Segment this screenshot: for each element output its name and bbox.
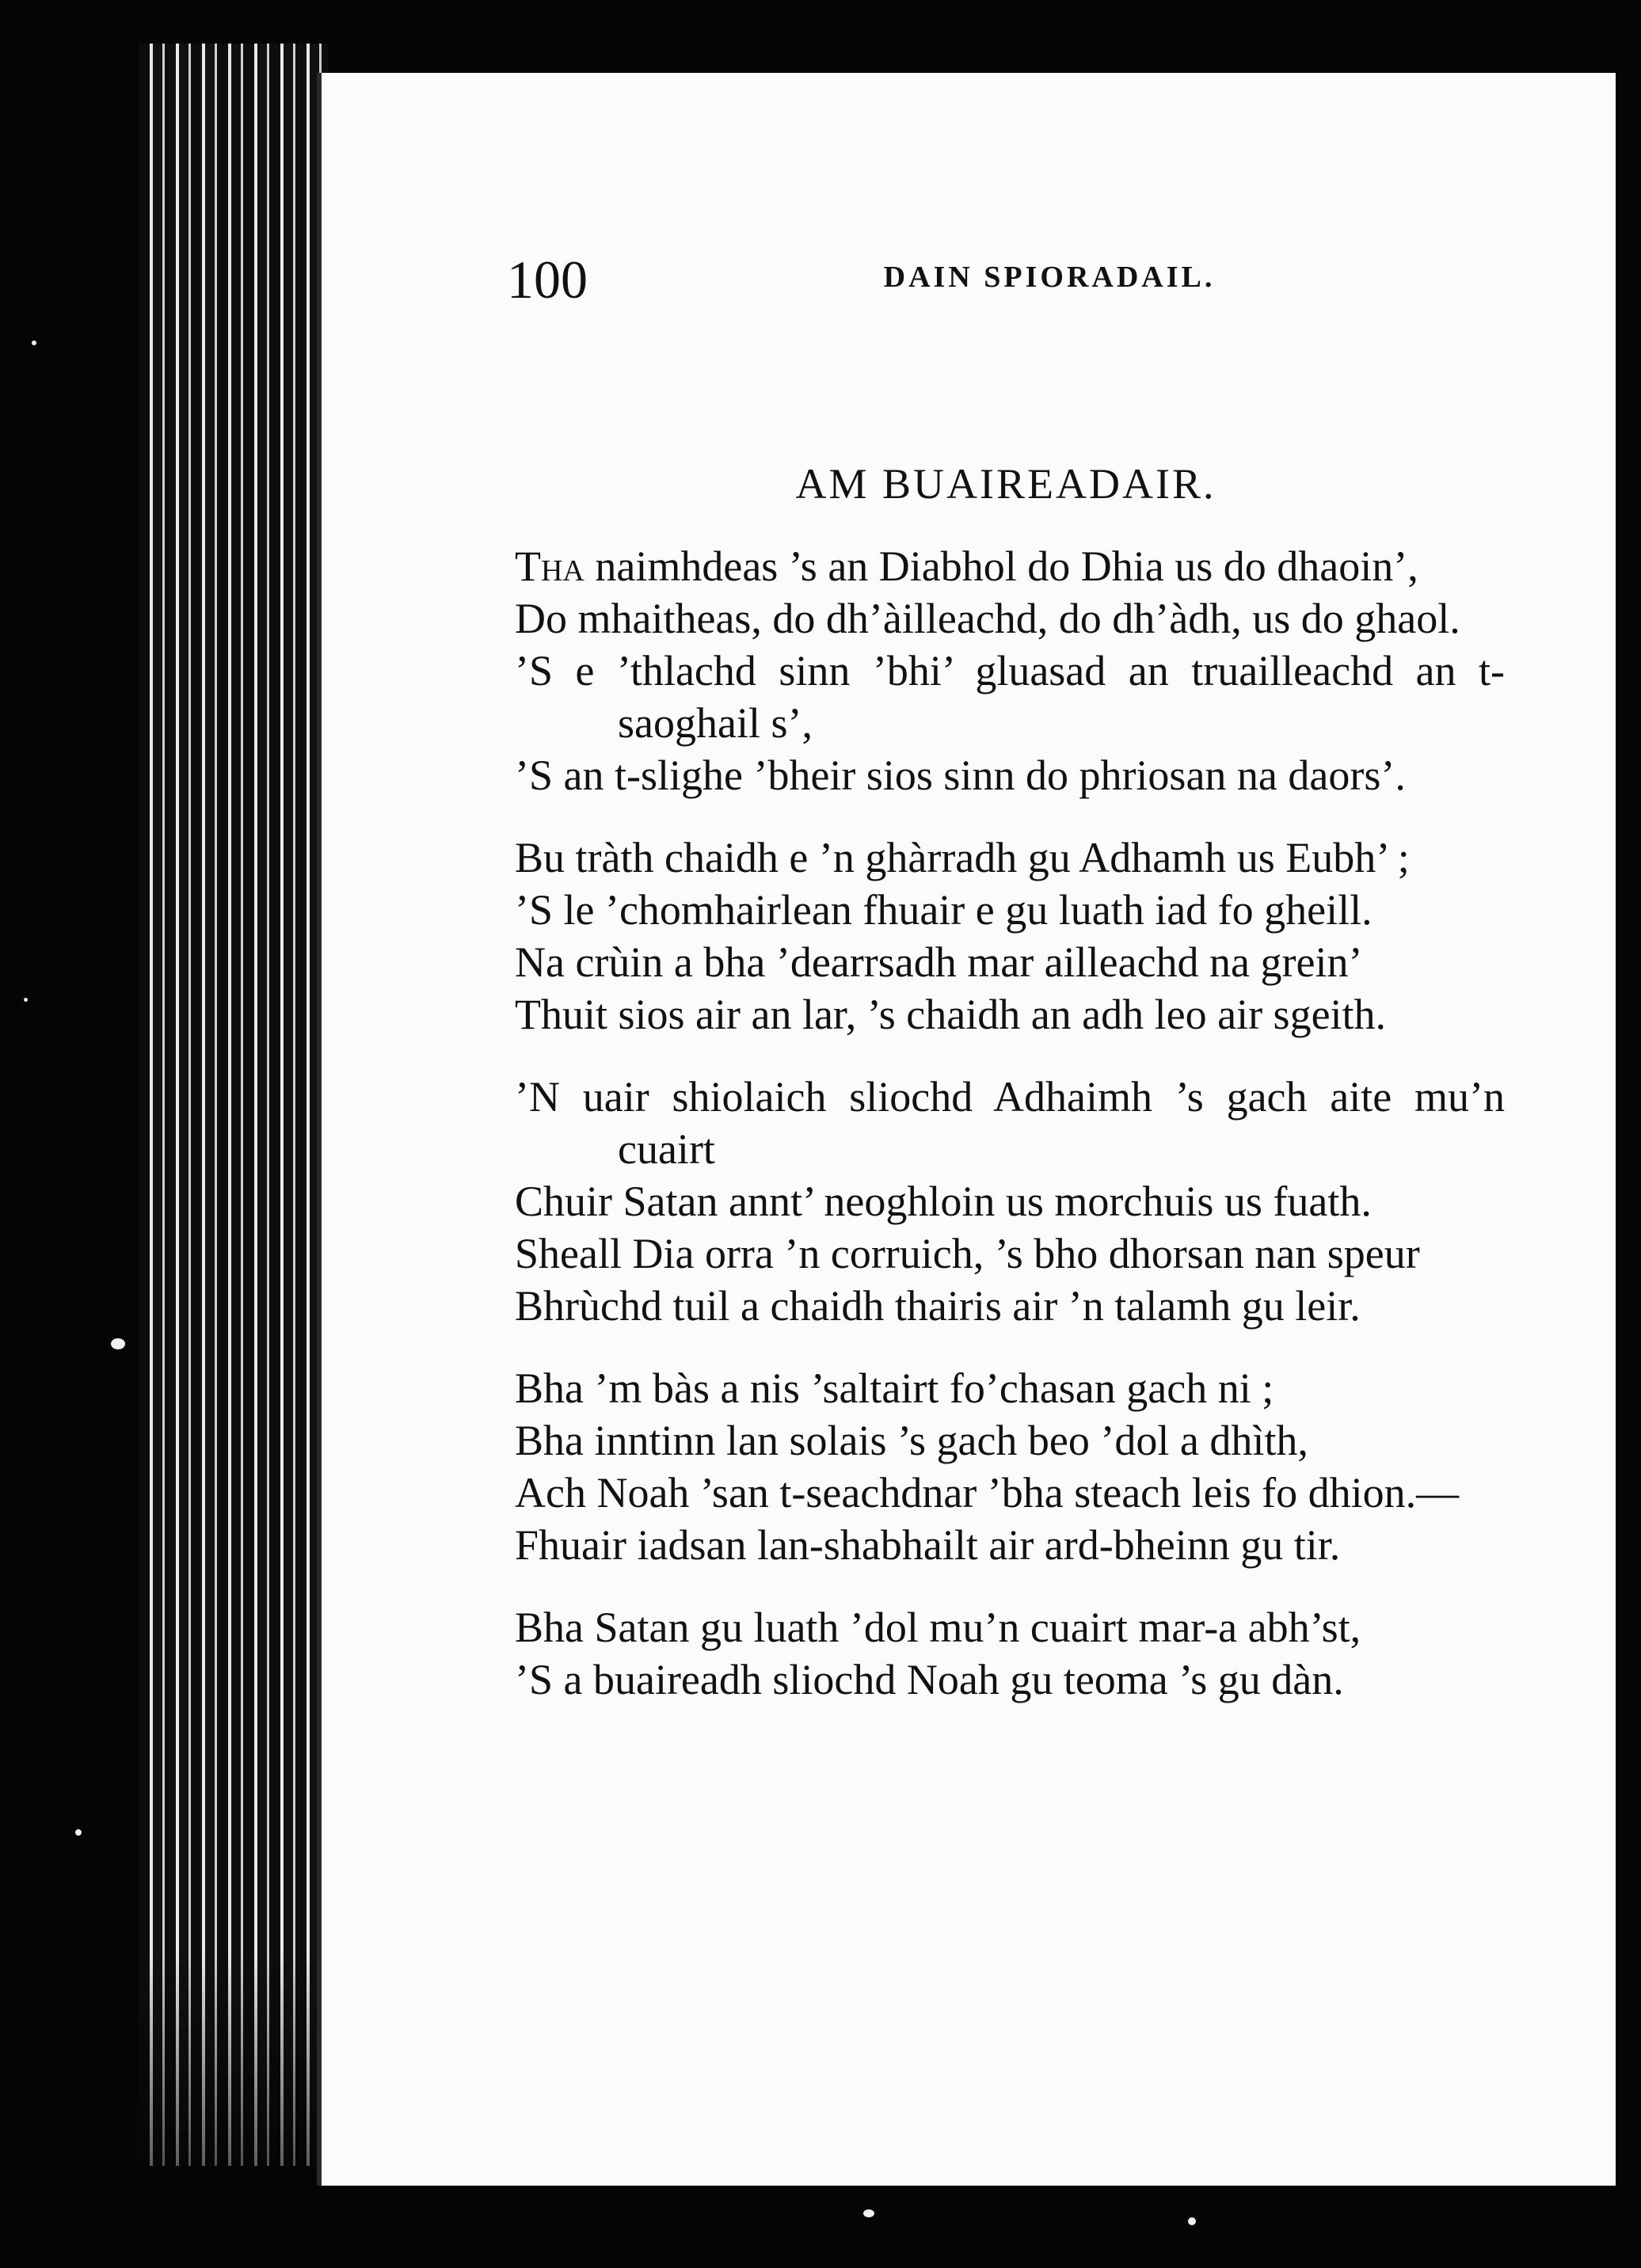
poem-line: Thuit sios air an lar, ’s chaidh an adh leo air sgeith. [515, 991, 1387, 1038]
poem-line: Fhuair iadsan lan-shabhailt air ard-bheinn gu tir. [515, 1521, 1341, 1569]
poem-line: Bha ’m bàs a nis ’saltairt fo’chasan gach ni ; [515, 1364, 1274, 1412]
poem-line: ’S e ’thlachd sinn ’bhi’ gluasad an truailleachd an t-saoghail s’, [515, 647, 1505, 747]
poem-line: Bu tràth chaidh e ’n ghàrradh gu Adhamh us Eubh’ ; [515, 834, 1410, 881]
page-header [507, 249, 1489, 320]
stanza [515, 1362, 1505, 1571]
poem-line: Sheall Dia orra ’n corruich, ’s bho dhorsan nan speur [515, 1230, 1420, 1277]
poem-line: Ach Noah ’san t-seachdnar ’bha steach leis fo dhion.— [515, 1469, 1460, 1516]
poem-title: AM BUAIREADAIR. [795, 460, 1216, 508]
dust-speck [863, 2209, 874, 2217]
poem-line: Chuir Satan annt’ neoghloin us morchuis us fuath. [515, 1178, 1372, 1225]
poem-line: ’S a buaireadh sliochd Noah gu teoma ’s gu dàn. [515, 1656, 1344, 1703]
poem-line: Bha inntinn lan solais ’s gach beo ’dol a dhìth, [515, 1417, 1308, 1464]
opening-word: Tha [515, 542, 584, 590]
stanza [515, 1601, 1505, 1706]
poem-line: Do mhaitheas, do dh’àilleachd, do dh’àdh, us do ghaol. [515, 595, 1460, 642]
dust-speck [1188, 2217, 1196, 2225]
page-number: 100 [507, 249, 588, 310]
stanza [515, 831, 1505, 1041]
book-page [317, 73, 1616, 2186]
poem-line: Na crùin a bha ’dearrsadh mar ailleachd na grein’ [515, 938, 1363, 986]
running-title: DAIN SPIORADAIL. [883, 261, 1216, 294]
dust-speck [32, 341, 36, 345]
page-edges-shadow [139, 44, 329, 2166]
stanza [515, 540, 1505, 801]
stanza [515, 1071, 1505, 1332]
poem-line: ’S an t-slighe ’bheir sios sinn do phriosan na daors’. [515, 752, 1406, 799]
dust-speck [111, 1338, 125, 1349]
poem-line: Bha Satan gu luath ’dol mu’n cuairt mar-a abh’st, [515, 1604, 1361, 1651]
poem-line: ’S le ’chomhairlean fhuair e gu luath iad fo gheill. [515, 886, 1373, 934]
poem-body [515, 540, 1505, 1736]
dust-speck [75, 1829, 82, 1836]
first-line-text: naimhdeas ’s an Diabhol do Dhia us do dhaoin’, [584, 542, 1418, 590]
poem-line: Bhrùchd tuil a chaidh thairis air ’n talamh gu leir. [515, 1282, 1361, 1330]
poem-line: ’N uair shiolaich sliochd Adhaimh ’s gach aite mu’n cuairt [515, 1073, 1505, 1173]
poem-line [515, 540, 1505, 592]
dust-speck [24, 998, 28, 1002]
